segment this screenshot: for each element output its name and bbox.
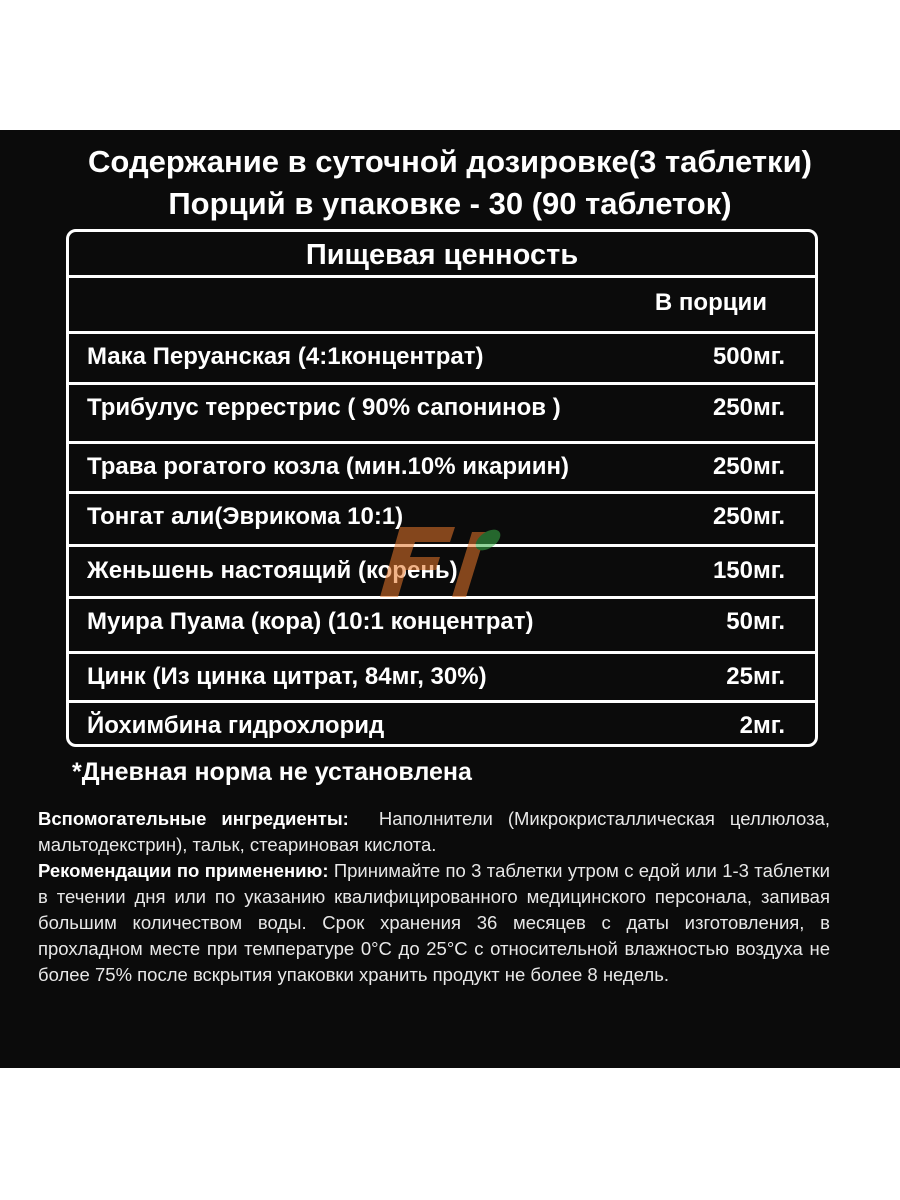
ingredient-amount: 25мг. <box>726 663 785 690</box>
table-row <box>69 654 815 700</box>
ingredient-amount: 250мг. <box>712 503 785 530</box>
servings-heading: Порций в упаковке - 30 (90 таблеток) <box>168 186 732 221</box>
ingredient-name: Трава рогатого козла (мин.10% икариин) <box>87 453 570 480</box>
per-serving-header: В порции <box>654 289 767 316</box>
nutrition-table-title: Пищевая ценность <box>69 232 815 278</box>
table-row <box>69 703 815 747</box>
excipients-label: Вспомогательные ингредиенты: <box>38 808 349 829</box>
table-row <box>69 444 815 490</box>
ingredient-name: Женьшень настоящий (корень) <box>87 557 458 584</box>
ingredient-name: Трибулус террестрис ( 90% сапонинов ) <box>87 394 561 421</box>
recommendations-label: Рекомендации по применению: <box>38 860 329 881</box>
ingredient-amount: 150мг. <box>712 557 785 584</box>
ingredient-name: Йохимбина гидрохлорид <box>87 712 385 739</box>
ingredient-amount: 250мг. <box>712 453 785 480</box>
daily-dose-heading: Содержание в суточной дозировке(3 таблетки) <box>88 144 812 179</box>
brand-watermark-icon <box>360 502 510 612</box>
ingredient-name: Цинк (Из цинка цитрат, 84мг, 30%) <box>87 663 487 690</box>
ingredient-name: Муира Пуама (кора) (10:1 концентрат) <box>87 608 534 635</box>
ingredient-amount: 250мг. <box>712 394 785 421</box>
ingredient-amount: 2мг. <box>739 712 785 739</box>
excipients-paragraph <box>38 806 830 858</box>
table-row <box>69 385 815 431</box>
daily-norm-note: *Дневная норма не установлена <box>72 758 472 786</box>
recommendations-paragraph <box>38 858 830 988</box>
ingredient-name: Тонгат али(Эврикома 10:1) <box>87 503 404 530</box>
ingredient-amount: 50мг. <box>726 608 785 635</box>
label-panel <box>0 130 900 1068</box>
recommendations-text: Принимайте по 3 таблетки утром с едой или 1-3 таблетки в течении дня или по указанию квалифицированного медицинского персонала, запивая большим количеством воды. Срок хранения 36 месяцев с даты изготовления, в прохладном месте при температуре 0°C до 25°C с относительной влажностью воздуха не более 75% после вскрытия упаковки хранить продукт не более 8 недель. <box>38 860 830 985</box>
nutrition-table <box>66 229 818 747</box>
excipients-text: Наполнители (Микрокристаллическая целлюлоза, мальтодекстрин), тальк, стеариновая кислота. <box>38 808 831 855</box>
ingredient-amount: 500мг. <box>712 343 785 370</box>
ingredient-name: Мака Перуанская (4:1концентрат) <box>87 343 484 370</box>
table-row <box>69 334 815 380</box>
